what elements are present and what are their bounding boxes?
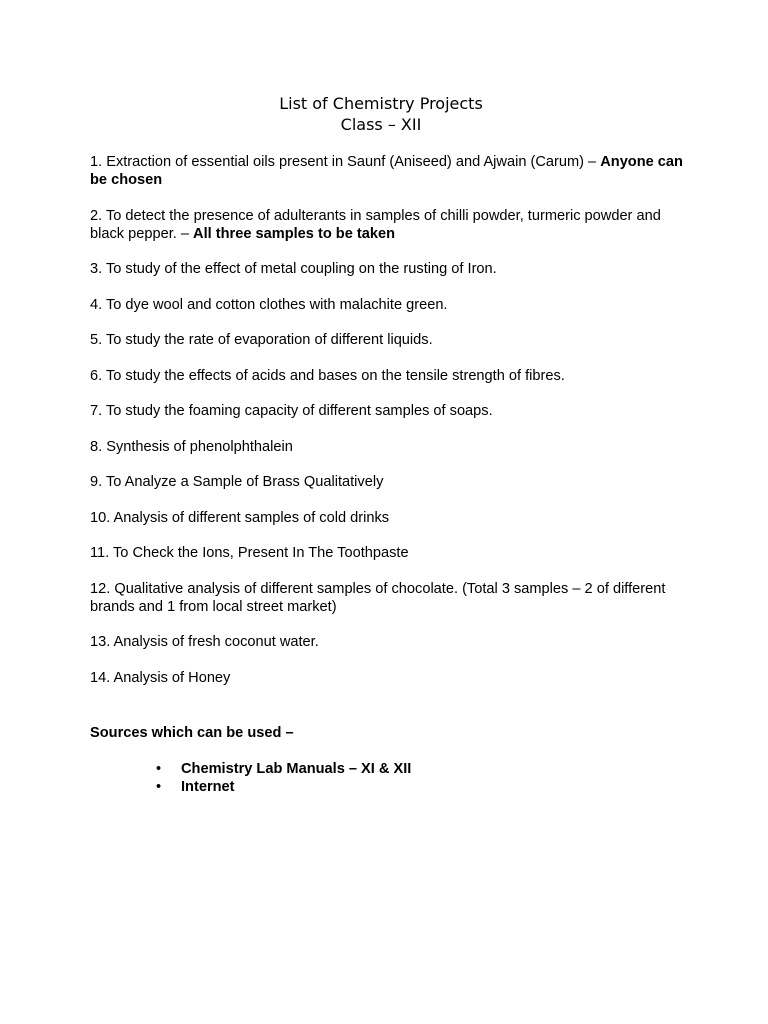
project-emphasis: Anyone can be chosen bbox=[90, 154, 683, 188]
project-text: 14. Analysis of Honey bbox=[90, 669, 231, 686]
sources-list bbox=[156, 760, 411, 796]
project-text: 12. Qualitative analysis of different samples of chocolate. (Total 3 samples – 2 of different brands and 1 from local street market) bbox=[90, 580, 666, 615]
project-item-5 bbox=[90, 331, 690, 349]
project-item-12 bbox=[90, 580, 690, 616]
project-item-11 bbox=[90, 544, 690, 562]
source-item-label: Chemistry Lab Manuals – XI & XII bbox=[181, 761, 412, 777]
project-item-2 bbox=[90, 207, 690, 243]
source-item-internet bbox=[156, 778, 411, 796]
project-item-14 bbox=[90, 669, 690, 687]
project-item-1 bbox=[90, 153, 690, 189]
sources-heading: Sources which can be used – bbox=[90, 725, 294, 741]
project-text: 13. Analysis of fresh coconut water. bbox=[90, 634, 319, 650]
project-text: 10. Analysis of different samples of cold drinks bbox=[90, 509, 390, 526]
project-text: 11. To Check the Ions, Present In The Toothpaste bbox=[90, 545, 409, 561]
bullet-icon: • bbox=[156, 779, 162, 795]
title-line-2: Class – XII bbox=[340, 115, 422, 134]
source-item-label: Internet bbox=[181, 779, 235, 795]
project-item-4 bbox=[90, 296, 690, 314]
project-text: 3. To study of the effect of metal coupling on the rusting of Iron. bbox=[90, 261, 497, 277]
project-item-10 bbox=[90, 509, 690, 527]
project-item-8 bbox=[90, 438, 690, 456]
project-text: 2. To detect the presence of adulterants in samples of chilli powder, turmeric powder and black pepper. – bbox=[90, 207, 661, 242]
project-list bbox=[90, 153, 690, 704]
project-item-13 bbox=[90, 633, 690, 651]
document-title bbox=[0, 93, 762, 135]
project-text: 5. To study the rate of evaporation of different liquids. bbox=[90, 332, 433, 348]
title-line-1: List of Chemistry Projects bbox=[279, 94, 483, 113]
project-item-3 bbox=[90, 260, 690, 278]
project-text: 9. To Analyze a Sample of Brass Qualitatively bbox=[90, 474, 384, 490]
project-text: 6. To study the effects of acids and bases on the tensile strength of fibres. bbox=[90, 367, 565, 384]
project-text: 7. To study the foaming capacity of different samples of soaps. bbox=[90, 403, 493, 419]
project-text: 4. To dye wool and cotton clothes with malachite green. bbox=[90, 296, 448, 313]
project-emphasis: All three samples to be taken bbox=[193, 225, 395, 242]
project-item-6 bbox=[90, 367, 690, 385]
project-text: 8. Synthesis of phenolphthalein bbox=[90, 438, 293, 455]
project-item-9 bbox=[90, 473, 690, 491]
project-text: 1. Extraction of essential oils present in Saunf (Aniseed) and Ajwain (Carum) – bbox=[90, 154, 601, 170]
source-item-lab-manuals bbox=[156, 760, 411, 778]
project-item-7 bbox=[90, 402, 690, 420]
bullet-icon: • bbox=[156, 761, 162, 777]
